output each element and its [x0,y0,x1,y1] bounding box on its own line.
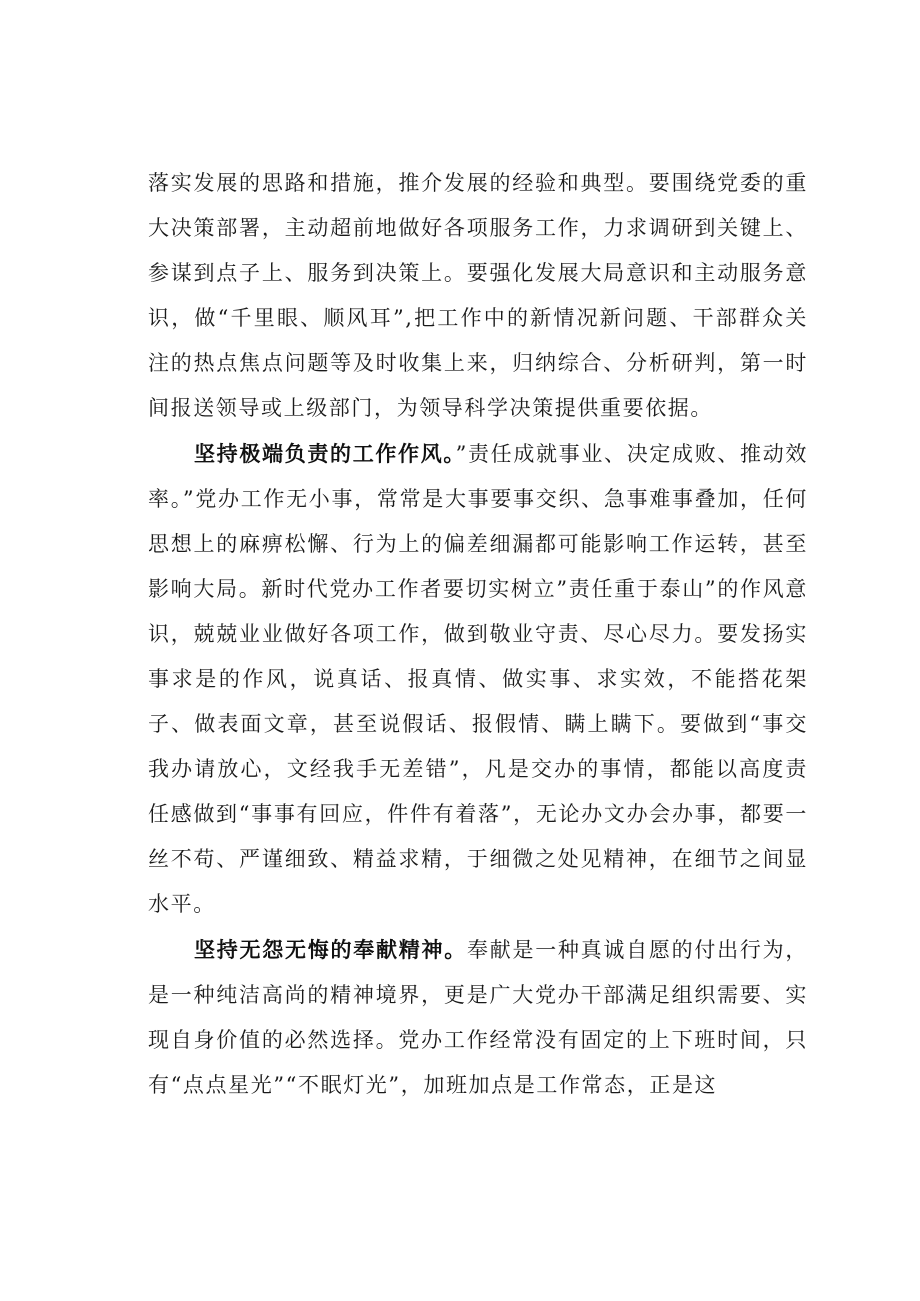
paragraph-3 [148,927,808,1108]
paragraph-2-body: ”责任成就事业、决定成败、推动效率。”党办工作无小事，常常是大事要事交织、急事难事叠加，任何思想上的麻痹松懈、行为上的偏差细漏都可能影响工作运转，甚至影响大局。新时代党办工作者要切实树立”责任重于泰山”的作风意识，兢兢业业做好各项工作，做到敬业守责、尽心尽力。要发扬实事求是的作风，说真话、报真情、做实事、求实效，不能搭花架子、做表面文章，甚至说假话、报假情、瞒上瞒下。要做到“事交我办请放心，文经我手无差错”，凡是交办的事情，都能以高度责任感做到“事事有回应，件件有着落”，无论办文办会办事，都要一丝不苟、严谨细致、精益求精，于细微之处见精神，在细节之间显水平。 [148,442,808,916]
paragraph-1-body: 落实发展的思路和措施，推介发展的经验和典型。要围绕党委的重大决策部署，主动超前地做好各项服务工作，力求调研到关键上、参谋到点子上、服务到决策上。要强化发展大局意识和主动服务意识，做“千里眼、顺风耳”,把工作中的新情况新问题、干部群众关注的热点焦点问题等及时收集上来，归纳综合、分析研判，第一时间报送领导或上级部门，为领导科学决策提供重要依据。 [148,171,808,420]
paragraph-1 [148,160,808,431]
paragraph-3-lead: 坚持无怨无悔的奉献精神。 [194,937,467,962]
paragraph-2-lead: 坚持极端负责的工作作风。 [194,441,456,466]
paragraph-3-body: 奉献是一种真诚自愿的付出行为，是一种纯洁高尚的精神境界，更是广大党办干部满足组织需要、实现自身价值的必然选择。党办工作经常没有固定的上下班时间，只有“点点星光”“不眠灯光”，加班加点是工作常态，正是这 [148,938,808,1097]
paragraph-2 [148,431,808,927]
document-body [148,160,808,1108]
